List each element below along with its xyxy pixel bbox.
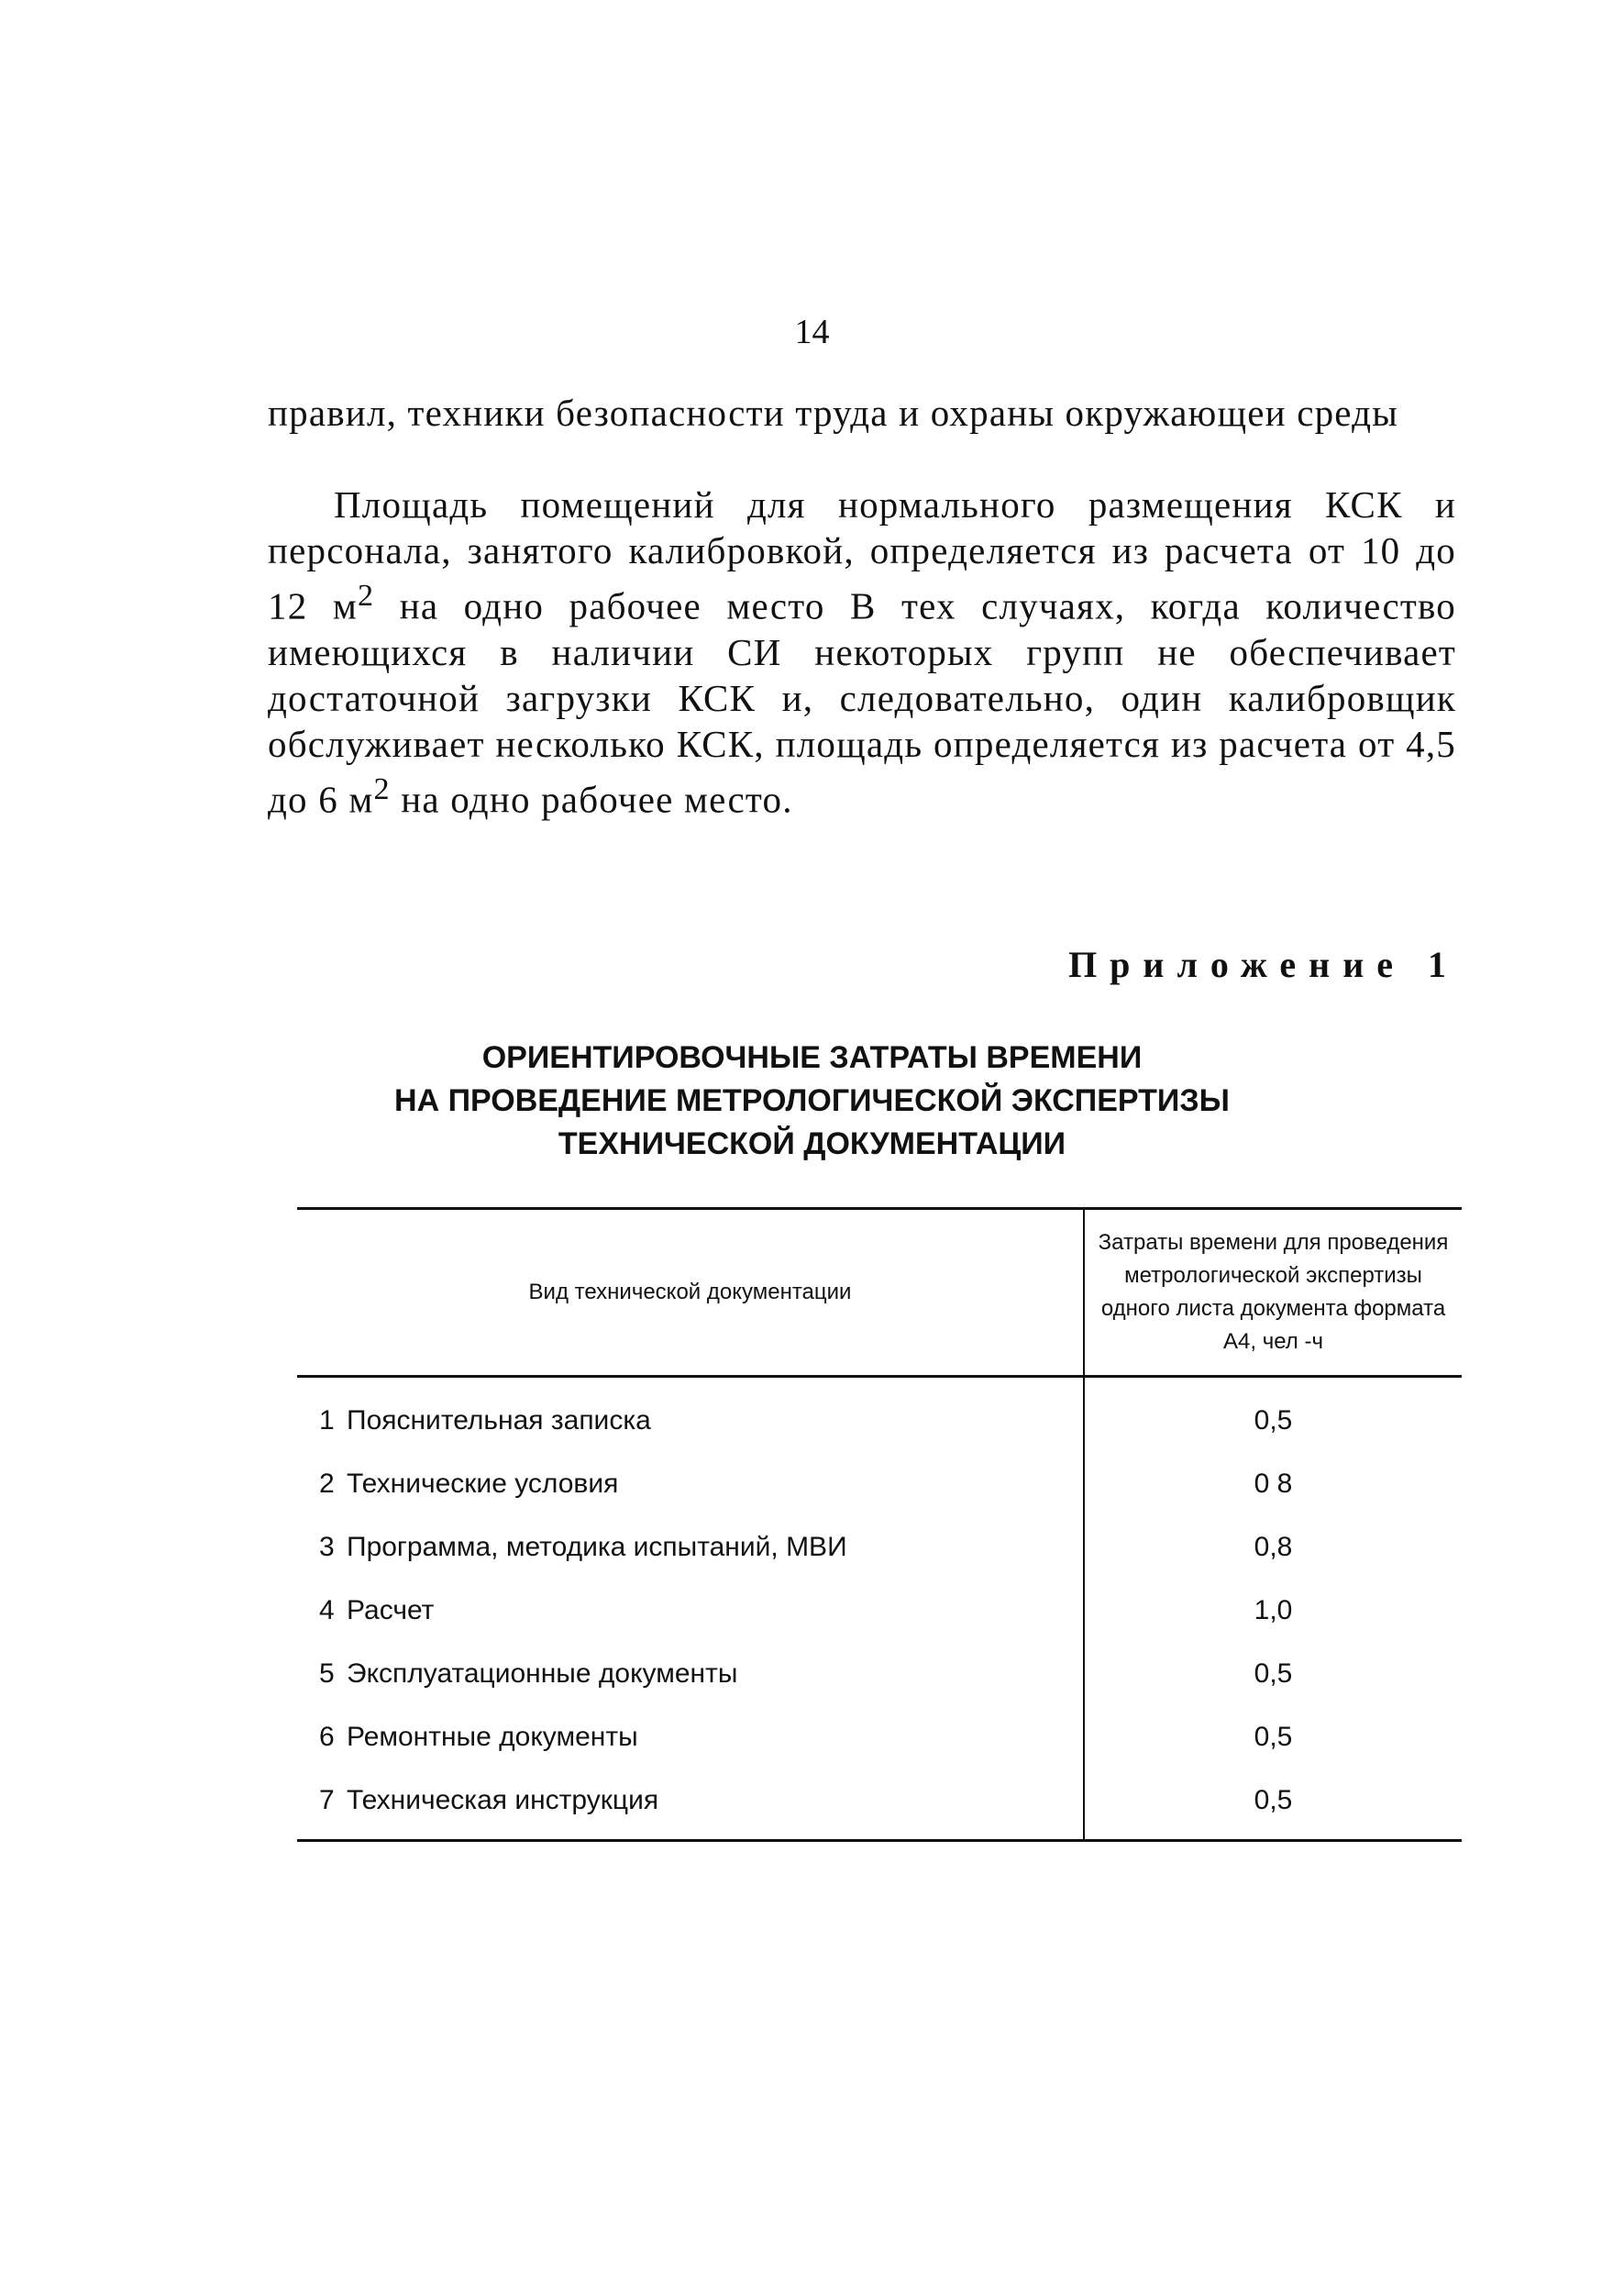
paragraph-2 [268,482,1456,822]
row-name: Ремонтные документы [347,1721,638,1752]
row-number: 6 [319,1721,335,1752]
appendix-title-line3: ТЕХНИЧЕСКОЙ ДОКУМЕНТАЦИИ [558,1126,1066,1161]
row-value: 0,5 [1084,1377,1462,1453]
row-number: 2 [319,1468,335,1499]
row-name-cell [297,1377,1084,1453]
paragraph-1: правил, техники безопасности труда и охраны окружающеи среды [268,392,1398,434]
row-value: 0,8 [1084,1515,1462,1579]
row-name: Расчет [347,1594,435,1625]
row-name-cell [297,1579,1084,1642]
row-name: Пояснительная записка [347,1404,651,1436]
appendix-title-line2: НА ПРОВЕДЕНИЕ МЕТРОЛОГИЧЕСКОЙ ЭКСПЕРТИЗЫ [394,1083,1230,1118]
row-name-cell [297,1515,1084,1579]
row-number: 4 [319,1594,335,1625]
paragraph-area [268,482,1456,822]
paragraph-continuation [268,390,1456,436]
table-row [297,1642,1462,1705]
time-costs-table [297,1207,1462,1842]
table-row [297,1579,1462,1642]
row-number: 1 [319,1404,335,1436]
table-row [297,1705,1462,1768]
row-value: 0 8 [1084,1452,1462,1515]
row-name: Технические условия [347,1468,619,1499]
table-header-row [297,1209,1462,1377]
row-value: 0,5 [1084,1768,1462,1841]
appendix-title [0,1037,1624,1166]
paragraph-2-part1: Площадь помещений для нормального размещения КСК и персонала, занятого калибровкой, определяется из расчета от 10 до 12 м [268,483,1456,627]
row-value: 0,5 [1084,1705,1462,1768]
table-row [297,1452,1462,1515]
row-name-cell [297,1452,1084,1515]
row-name-cell [297,1705,1084,1768]
row-value: 0,5 [1084,1642,1462,1705]
table-row [297,1515,1462,1579]
paragraph-2-part2: на одно рабочее место В тех случаях, когда количество имеющихся в наличии СИ некоторых групп не обеспечивает достаточной загрузки КСК и, следовательно, один калибровщик обслуживает несколько КСК, площадь определяется из расчета от 4,5 до 6 м [268,584,1457,821]
row-name-cell [297,1642,1084,1705]
superscript-2a: 2 [357,579,375,613]
paragraph-2-part3: на одно рабочее место. [390,778,793,821]
superscript-2b: 2 [373,771,391,806]
row-number: 7 [319,1784,335,1815]
row-name: Эксплуатационные документы [347,1658,738,1689]
row-name-cell [297,1768,1084,1841]
header-document-type: Вид технической документации [297,1209,1084,1377]
table-row [297,1768,1462,1841]
row-value: 1,0 [1084,1579,1462,1642]
row-number: 5 [319,1658,335,1689]
appendix-label: Приложение 1 [1068,944,1459,985]
page-number: 14 [794,313,830,351]
header-time-cost: Затраты времени для проведения метрологической экспертизы одного листа документа формата А4, чел -ч [1084,1209,1462,1377]
table-row [297,1377,1462,1453]
row-name: Техническая инструкция [347,1784,659,1815]
appendix-title-line1: ОРИЕНТИРОВОЧНЫЕ ЗАТРАТЫ ВРЕМЕНИ [481,1040,1143,1075]
row-name: Программа, методика испытаний, МВИ [347,1531,847,1562]
row-number: 3 [319,1531,335,1562]
